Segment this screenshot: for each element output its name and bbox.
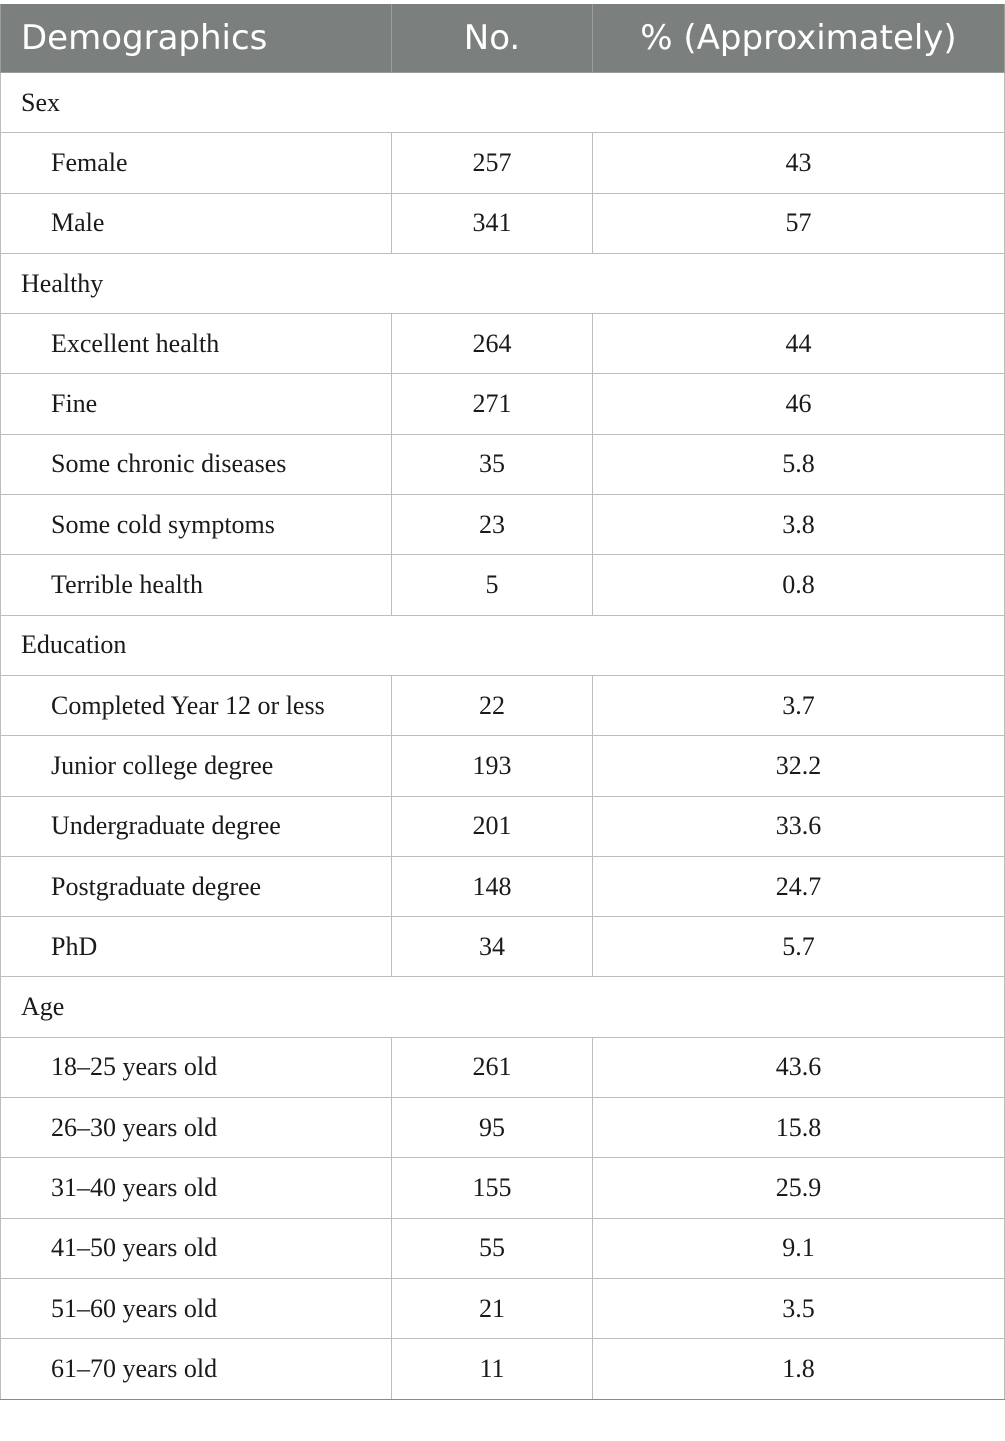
table-row [1, 495, 1005, 555]
row-count: 22 [392, 675, 593, 735]
row-count: 11 [392, 1339, 593, 1399]
row-count: 35 [392, 434, 593, 494]
row-label: Postgraduate degree [1, 856, 392, 916]
section-row [1, 253, 1005, 313]
table-row [1, 434, 1005, 494]
row-label: Some cold symptoms [1, 495, 392, 555]
row-count: 21 [392, 1278, 593, 1338]
row-label: Female [1, 133, 392, 193]
row-count: 55 [392, 1218, 593, 1278]
table-row [1, 675, 1005, 735]
row-percent: 44 [593, 314, 1005, 374]
section-title: Healthy [1, 253, 1005, 313]
table-row [1, 193, 1005, 253]
row-label: Completed Year 12 or less [1, 675, 392, 735]
row-count: 264 [392, 314, 593, 374]
row-percent: 33.6 [593, 796, 1005, 856]
table-row [1, 133, 1005, 193]
row-percent: 3.8 [593, 495, 1005, 555]
column-header-demographics: Demographics [1, 4, 392, 73]
column-header-percent: % (Approximately) [593, 4, 1005, 73]
row-percent: 46 [593, 374, 1005, 434]
row-count: 257 [392, 133, 593, 193]
row-percent: 57 [593, 193, 1005, 253]
row-percent: 25.9 [593, 1158, 1005, 1218]
row-percent: 5.8 [593, 434, 1005, 494]
row-count: 95 [392, 1098, 593, 1158]
row-label: 51–60 years old [1, 1278, 392, 1338]
row-count: 34 [392, 917, 593, 977]
row-label: 18–25 years old [1, 1037, 392, 1097]
row-percent: 9.1 [593, 1218, 1005, 1278]
section-row [1, 73, 1005, 133]
row-label: Fine [1, 374, 392, 434]
table-row [1, 1218, 1005, 1278]
row-count: 261 [392, 1037, 593, 1097]
row-label: Junior college degree [1, 736, 392, 796]
row-percent: 3.7 [593, 675, 1005, 735]
table-row [1, 796, 1005, 856]
row-count: 193 [392, 736, 593, 796]
table-row [1, 736, 1005, 796]
table-row [1, 856, 1005, 916]
header-row [1, 4, 1005, 73]
row-count: 23 [392, 495, 593, 555]
row-count: 201 [392, 796, 593, 856]
row-percent: 15.8 [593, 1098, 1005, 1158]
row-count: 5 [392, 555, 593, 615]
row-label: PhD [1, 917, 392, 977]
row-label: 41–50 years old [1, 1218, 392, 1278]
section-row [1, 615, 1005, 675]
row-count: 271 [392, 374, 593, 434]
table-row [1, 1339, 1005, 1399]
row-percent: 43 [593, 133, 1005, 193]
table-body [1, 73, 1005, 1400]
row-percent: 1.8 [593, 1339, 1005, 1399]
table-row [1, 1278, 1005, 1338]
table-row [1, 917, 1005, 977]
row-count: 341 [392, 193, 593, 253]
row-label: 61–70 years old [1, 1339, 392, 1399]
row-label: Terrible health [1, 555, 392, 615]
row-percent: 0.8 [593, 555, 1005, 615]
row-label: Male [1, 193, 392, 253]
table-row [1, 1098, 1005, 1158]
table-row [1, 555, 1005, 615]
section-title: Age [1, 977, 1005, 1037]
row-label: Undergraduate degree [1, 796, 392, 856]
section-title: Education [1, 615, 1005, 675]
row-label: 31–40 years old [1, 1158, 392, 1218]
row-percent: 24.7 [593, 856, 1005, 916]
table-row [1, 1158, 1005, 1218]
table-row [1, 314, 1005, 374]
section-title: Sex [1, 73, 1005, 133]
row-percent: 43.6 [593, 1037, 1005, 1097]
row-percent: 3.5 [593, 1278, 1005, 1338]
row-percent: 5.7 [593, 917, 1005, 977]
row-count: 148 [392, 856, 593, 916]
section-row [1, 977, 1005, 1037]
table-row [1, 1037, 1005, 1097]
column-header-number: No. [392, 4, 593, 73]
row-count: 155 [392, 1158, 593, 1218]
row-percent: 32.2 [593, 736, 1005, 796]
row-label: 26–30 years old [1, 1098, 392, 1158]
row-label: Some chronic diseases [1, 434, 392, 494]
table-row [1, 374, 1005, 434]
demographics-table [0, 4, 1005, 1400]
row-label: Excellent health [1, 314, 392, 374]
table-header [1, 4, 1005, 73]
